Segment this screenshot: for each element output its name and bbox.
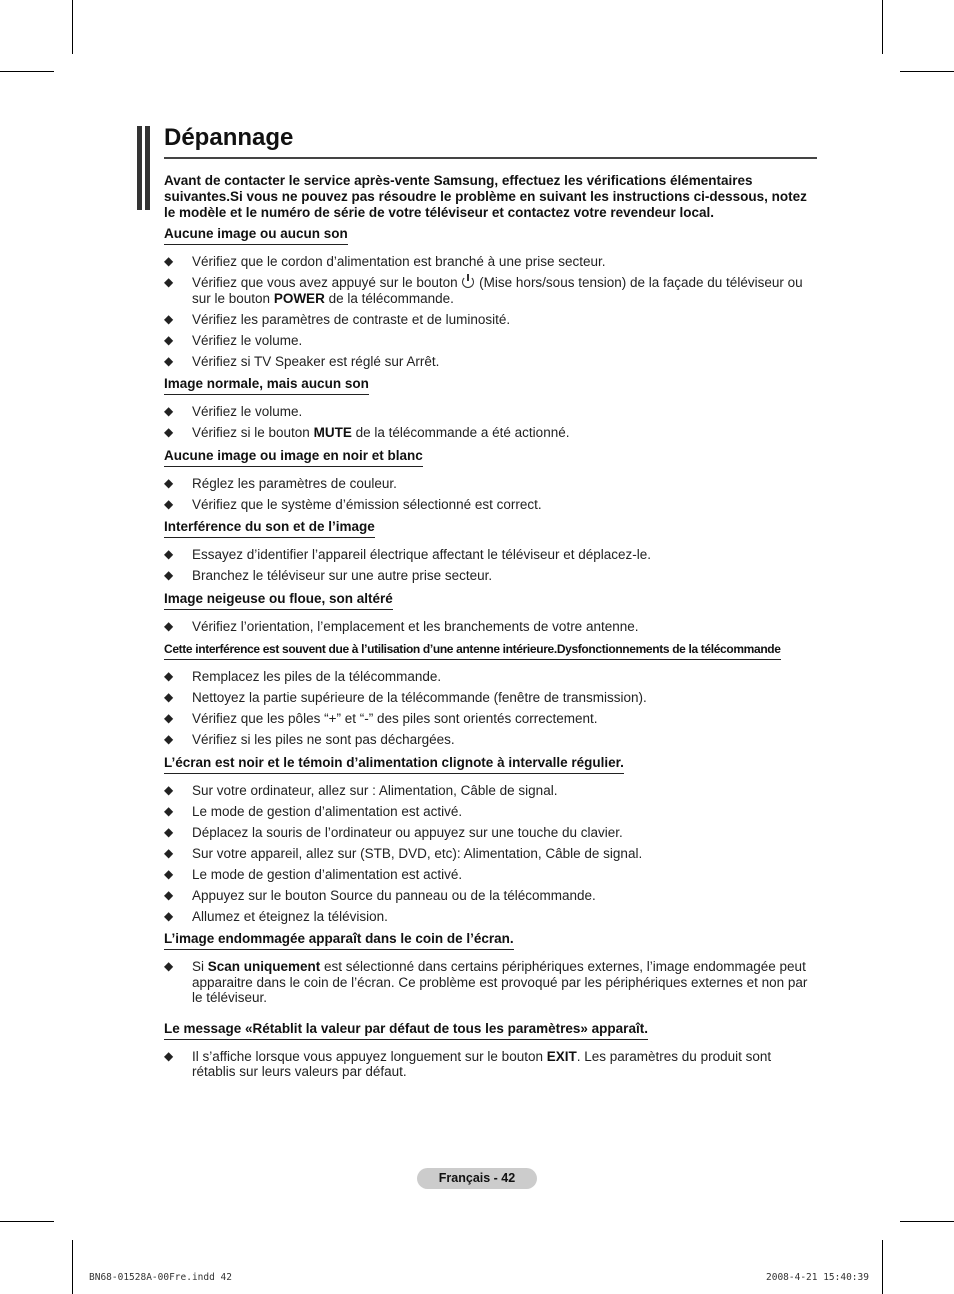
section-items [164,547,816,584]
list-item [164,783,816,799]
page-number-badge: Français - 42 [417,1168,537,1189]
diamond-bullet-icon: ◆ [164,845,174,860]
crop-mark [882,0,883,54]
button-name: EXIT [546,1048,577,1064]
list-item [164,690,816,706]
section-heading: Le message «Rétablit la valeur par défaut de tous les paramètres» apparaît. [164,1021,648,1040]
section-heading: Cette interférence est souvent due à l’utilisation d’une antenne intérieure.Dysfonctionnements de la télécommande [164,641,781,660]
item-text: Nettoyez la partie supérieure de la télécommande (fenêtre de transmission). [192,690,647,705]
section [164,590,816,635]
diamond-bullet-icon: ◆ [164,782,174,797]
list-item [164,354,816,370]
item-text: Vérifiez si le bouton [192,425,314,440]
item-text: Le mode de gestion d’alimentation est activé. [192,866,463,882]
item-text: (Mise hors/sous tension) de la façade du téléviseur ou sur le bouton [192,275,803,306]
list-item [164,846,816,862]
item-text: Vérifiez que le système d’émission sélectionné est correct. [192,496,542,512]
diamond-bullet-icon: ◆ [164,496,174,511]
list-item [164,711,816,727]
crop-mark [72,0,73,54]
diamond-bullet-icon: ◆ [164,690,174,704]
list-item [164,804,816,820]
section-items [164,959,816,1006]
item-text: Vérifiez l’orientation, l’emplacement et les branchements de votre antenne. [192,618,639,634]
section-heading: Image normale, mais aucun son [164,376,369,395]
list-item [164,568,816,584]
diamond-bullet-icon: ◆ [164,866,174,881]
list-item [164,909,816,925]
diamond-bullet-icon: ◆ [164,908,174,923]
item-text: est sélectionné dans certains périphériques externes, l’image endommagée peut apparaitre dans le coin de l’écran. Ce problème est provoqué par les périphériques externes et non par le téléviseur. [192,959,808,1005]
list-item [164,275,816,306]
button-name: POWER [273,290,325,306]
list-item [164,254,816,270]
power-icon [462,276,474,288]
list-item [164,1049,816,1080]
section [164,375,816,441]
item-text: Vérifiez que vous avez appuyé sur le bouton [192,275,462,290]
diamond-bullet-icon: ◆ [164,711,174,725]
diamond-bullet-icon: ◆ [164,311,174,326]
item-text: Vérifiez les paramètres de contraste et de luminosité. [192,311,511,327]
item-text: Appuyez sur le bouton Source du panneau ou de la télécommande. [192,887,596,903]
section-items [164,404,816,441]
crop-mark [0,71,54,72]
item-text: Branchez le téléviseur sur une autre prise secteur. [192,568,493,583]
item-text: Le mode de gestion d’alimentation est activé. [192,803,463,819]
item-text: de la télécommande a été actionné. [351,425,570,440]
section-items [164,669,816,748]
diamond-bullet-icon: ◆ [164,669,174,683]
item-text: . Les paramètres du produit sont rétablis sur leurs valeurs par défaut. [192,1048,772,1079]
crop-mark [72,1240,73,1294]
list-item [164,425,816,441]
item-text: Déplacez la souris de l’ordinateur ou appuyez sur une touche du clavier. [192,824,623,840]
list-item [164,959,816,1006]
section-items [164,254,816,369]
diamond-bullet-icon: ◆ [164,618,174,633]
page-title: Dépannage [164,124,294,151]
list-item [164,312,816,328]
item-text: Allumez et éteignez la télévision. [192,908,388,924]
section-items [164,476,816,513]
crop-mark [0,1221,54,1222]
print-slug-file: BN68-01528A-00Fre.indd 42 [89,1272,232,1283]
list-item [164,888,816,904]
diamond-bullet-icon: ◆ [164,732,174,746]
section-items [164,783,816,925]
section [164,754,816,925]
item-text: Vérifiez que le cordon d’alimentation est branché à une prise secteur. [192,254,606,269]
section-heading: L’écran est noir et le témoin d’alimentation clignote à intervalle régulier. [164,755,624,774]
diamond-bullet-icon: ◆ [164,1048,174,1063]
title-accent-bars [137,126,151,210]
diamond-bullet-icon: ◆ [164,425,174,439]
list-item [164,669,816,685]
list-item [164,825,816,841]
item-text: Vérifiez le volume. [192,404,303,419]
item-text: Sur votre ordinateur, allez sur : Alimentation, Câble de signal. [192,782,558,798]
intro-paragraph: Avant de contacter le service après-vente Samsung, effectuez les vérifications élémentaires suivantes.Si vous ne pouvez pas résoudre le problème en suivant les instructions ci-dessous, notez le modèle et le numéro de série de votre téléviseur et contactez votre revendeur local. [164,173,807,220]
troubleshooting-sections [164,225,816,1086]
list-item [164,547,816,563]
diamond-bullet-icon: ◆ [164,404,174,418]
item-text: Si [192,959,208,974]
item-text: Il s’affiche lorsque vous appuyez longuement sur le bouton [192,1048,547,1064]
section-heading: L’image endommagée apparaît dans le coin de l’écran. [164,931,514,950]
diamond-bullet-icon: ◆ [164,547,174,561]
item-text: Vérifiez si TV Speaker est réglé sur Arrêt. [192,353,440,369]
list-item [164,476,816,492]
diamond-bullet-icon: ◆ [164,475,174,490]
item-text: de la télécommande. [324,290,454,306]
diamond-bullet-icon: ◆ [164,332,174,347]
section [164,930,816,1006]
print-slug-date: 2008-4-21 15:40:39 [766,1272,869,1283]
diamond-bullet-icon: ◆ [164,824,174,839]
list-item [164,497,816,513]
item-text: Vérifiez si les piles ne sont pas déchargées. [192,732,455,747]
button-name: MUTE [313,425,352,440]
item-text: Vérifiez le volume. [192,332,303,348]
diamond-bullet-icon: ◆ [164,254,174,268]
diamond-bullet-icon: ◆ [164,887,174,902]
crop-mark [900,1221,954,1222]
section [164,225,816,369]
diamond-bullet-icon: ◆ [164,803,174,818]
diamond-bullet-icon: ◆ [164,568,174,582]
diamond-bullet-icon: ◆ [164,275,174,289]
diamond-bullet-icon: ◆ [164,959,174,973]
section-items [164,1049,816,1080]
section-heading: Interférence du son et de l’image [164,519,375,538]
section [164,640,816,748]
list-item [164,619,816,635]
item-text: Réglez les paramètres de couleur. [192,475,397,491]
section-heading: Aucune image ou aucun son [164,226,348,245]
section [164,1020,816,1080]
list-item [164,732,816,748]
item-text: Vérifiez que les pôles “+” et “-” des piles sont orientés correctement. [192,711,598,726]
item-text: Remplacez les piles de la télécommande. [192,669,442,684]
diamond-bullet-icon: ◆ [164,353,174,368]
crop-mark [900,71,954,72]
button-name: Scan uniquement [207,959,321,974]
list-item [164,333,816,349]
crop-mark [882,1240,883,1294]
title-rule [164,157,817,159]
item-text: Essayez d’identifier l’appareil électrique affectant le téléviseur et déplacez-le. [192,547,652,562]
section-heading: Aucune image ou image en noir et blanc [164,448,423,467]
list-item [164,404,816,420]
section-heading: Image neigeuse ou floue, son altéré [164,591,393,610]
item-text: Sur votre appareil, allez sur (STB, DVD, etc): Alimentation, Câble de signal. [192,845,643,861]
list-item [164,867,816,883]
section [164,518,816,584]
section [164,447,816,513]
section-items [164,619,816,635]
